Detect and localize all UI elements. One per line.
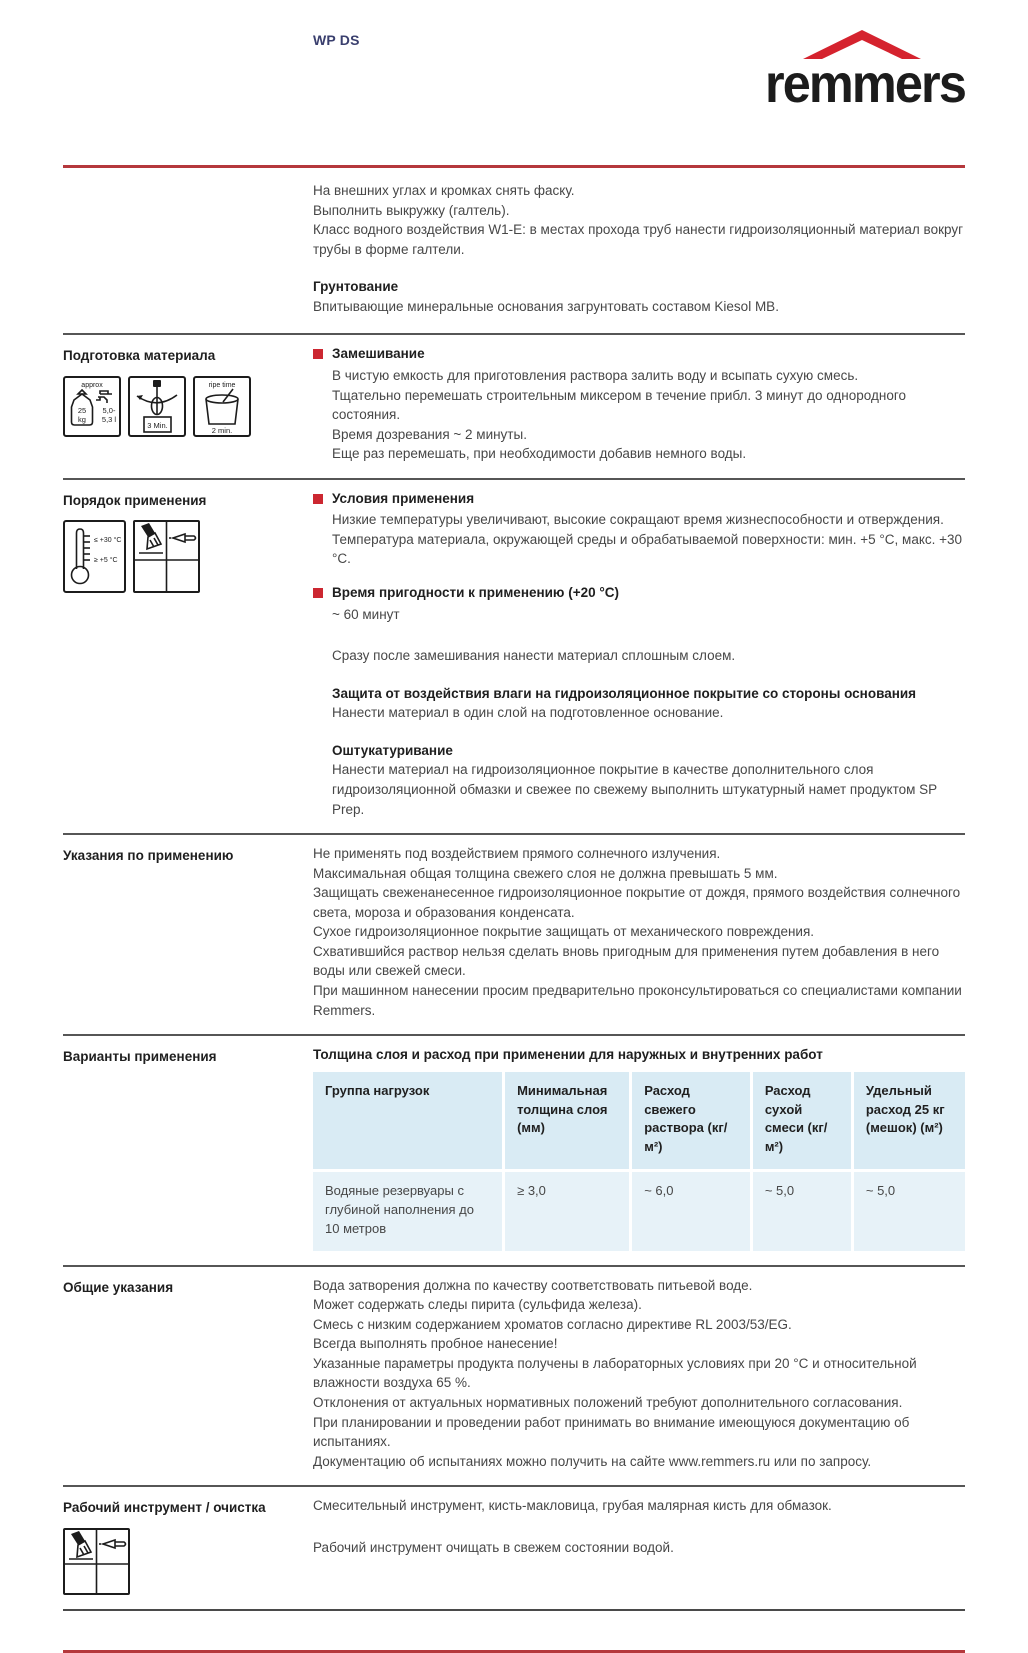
protection-body: Нанести материал в один слой на подготовленное основание. xyxy=(332,705,724,721)
potlife-heading: Время пригодности к применению (+20 °C) xyxy=(313,583,965,603)
cell-min-thickness: ≥ 3,0 xyxy=(502,1172,629,1251)
intro-line: На внешних углах и кромках снять фаску. xyxy=(313,183,575,198)
col-header: Расход свежего раствора (кг/м²) xyxy=(629,1072,750,1172)
logo-wordmark: remmers xyxy=(765,54,965,108)
general-line: При планировании и проведении работ принимать во внимание имеющуюся документацию об испытаниях. xyxy=(313,1414,910,1450)
intro-line: Выполнить выкружку (галтель). xyxy=(313,202,510,218)
section-title: Общие указания xyxy=(63,1279,174,1295)
apply-note: Сразу после замешивания нанести материал сплошным слоем. xyxy=(332,648,736,664)
red-square-bullet-icon xyxy=(313,588,323,598)
svg-text:kg: kg xyxy=(78,414,86,424)
mixing-line: В чистую емкость для приготовления раствора залить воду и всыпать сухую смесь. xyxy=(332,367,859,383)
footer-divider xyxy=(63,1609,965,1611)
general-line: Может содержать следы пирита (сульфида железа). xyxy=(313,1297,642,1313)
cell-load-group: Водяные резервуары с глубиной наполнения до 10 метров xyxy=(313,1172,502,1251)
mixing-line: Еще раз перемешать, при необходимости добавив немного воды. xyxy=(332,446,747,462)
mixing-heading: Замешивание xyxy=(313,344,965,364)
mixing-ratio-icon xyxy=(63,376,121,437)
plastering-subhead: Оштукатуривание xyxy=(332,742,453,758)
general-line: Смесь с низким содержанием хроматов согласно директиве RL 2003/53/EG. xyxy=(313,1316,792,1332)
section-application-order xyxy=(63,478,965,833)
svg-text:5,0-: 5,0- xyxy=(102,405,116,415)
mixer-icon xyxy=(128,376,186,437)
svg-text:5,3 l: 5,3 l xyxy=(101,414,117,424)
svg-text:≥ +5 °C: ≥ +5 °C xyxy=(94,557,118,565)
col-header: Минимальная толщина слоя (мм) xyxy=(502,1072,629,1172)
plastering-body: Нанести материал на гидроизоляционное покрытие в качестве дополнительного слоя гидроизоляционной обмазки и свежее по свежему выполнить штукатурный намет продуктом SP Prep. xyxy=(332,762,937,817)
section-title: Порядок применения xyxy=(63,492,207,508)
section-title: Подготовка материала xyxy=(63,348,216,364)
usage-line: Защищать свеженанесенное гидроизоляционное покрытие от дождя, прямого воздействия солнечного света, мороза и образования конденсата. xyxy=(313,885,961,920)
section-variants xyxy=(63,1034,965,1264)
usage-line: Схватившийся раствор нельзя сделать вновь пригодным для применения путем добавления в него воды или свежей смеси. xyxy=(313,943,940,979)
cell-yield: ~ 5,0 xyxy=(851,1172,965,1251)
application-icons xyxy=(63,520,313,593)
product-code: WP DS xyxy=(313,32,360,48)
conditions-heading: Условия применения xyxy=(313,489,965,509)
remmers-logo xyxy=(765,26,965,108)
section-title: Рабочий инструмент / очистка xyxy=(63,1500,266,1516)
red-square-bullet-icon xyxy=(313,494,323,504)
svg-text:25: 25 xyxy=(77,405,87,415)
red-square-bullet-icon xyxy=(313,349,323,359)
svg-text:approx: approx xyxy=(81,381,103,389)
svg-text:2 min.: 2 min. xyxy=(211,425,233,435)
col-header: Расход сухой смеси (кг/м²) xyxy=(750,1072,851,1172)
brush-trowel-icon xyxy=(133,520,200,593)
section-usage-notes xyxy=(63,833,965,1034)
usage-line: Сухое гидроизоляционное покрытие защищать от механического повреждения. xyxy=(313,924,815,940)
maturing-time-icon xyxy=(193,376,251,437)
conditions-line: Температура материала, окружающей среды и обрабатываемой поверхности: мин. +5 °C, макс. +30 °C. xyxy=(332,531,963,567)
protection-subhead: Защита от воздействия влаги на гидроизоляционное покрытие со стороны основания xyxy=(332,685,917,701)
svg-text:≤ +30 °C: ≤ +30 °C xyxy=(94,537,122,545)
section-intro xyxy=(63,168,965,333)
col-header: Группа нагрузок xyxy=(313,1072,502,1172)
usage-line: Максимальная общая толщина свежего слоя не должна превышать 5 мм. xyxy=(313,865,778,881)
page-header xyxy=(63,0,965,168)
general-line: Указанные параметры продукта получены в лабораторных условиях при 20 °C и относительной влажности воздуха 65 %. xyxy=(313,1355,917,1391)
potlife-value: ~ 60 минут xyxy=(332,606,400,622)
footer-red-rule xyxy=(63,1650,965,1653)
tools-line: Смесительный инструмент, кисть-макловица, грубая малярная кисть для обмазок. xyxy=(313,1498,832,1514)
usage-line: При машинном нанесении просим предварительно проконсультироваться со специалистами компании Remmers. xyxy=(313,983,962,1018)
priming-body: Впитывающие минеральные основания загрунтовать составом Kiesol MB. xyxy=(313,298,779,314)
section-title: Указания по применению xyxy=(63,848,234,864)
cell-dry-mix: ~ 5,0 xyxy=(750,1172,851,1251)
general-line: Документацию об испытаниях можно получить на сайте www.remmers.ru или по запросу. xyxy=(313,1453,872,1469)
section-preparation xyxy=(63,333,965,477)
mixing-line: Тщательно перемешать строительным миксером в течение прибл. 3 минут до однородного состояния. xyxy=(332,387,906,423)
table-header-row xyxy=(313,1072,965,1172)
general-line: Вода затворения должна по качеству соответствовать питьевой воде. xyxy=(313,1277,753,1293)
consumption-table xyxy=(313,1072,965,1251)
cleaning-line: Рабочий инструмент очищать в свежем состоянии водой. xyxy=(313,1539,674,1555)
section-general-notes xyxy=(63,1265,965,1486)
table-row xyxy=(313,1172,965,1251)
usage-line: Не применять под воздействием прямого солнечного излучения. xyxy=(313,846,721,862)
temperature-range-icon xyxy=(63,520,126,593)
preparation-icons xyxy=(63,376,313,437)
cell-fresh-mortar: ~ 6,0 xyxy=(629,1172,750,1251)
priming-subhead: Грунтование xyxy=(313,279,399,295)
general-line: Отклонения от актуальных нормативных положений требуют дополнительного согласования. xyxy=(313,1394,903,1410)
general-line: Всегда выполнять пробное нанесение! xyxy=(313,1336,558,1352)
svg-text:3 Min.: 3 Min. xyxy=(147,420,168,430)
intro-line: Класс водного воздействия W1-E: в местах прохода труб нанести гидроизоляционный материал вокруг трубы в форме галтели. xyxy=(313,222,964,257)
section-tools-cleaning xyxy=(63,1485,965,1609)
col-header: Удельный расход 25 кг (мешок) (м²) xyxy=(851,1072,965,1172)
svg-text:ripe time: ripe time xyxy=(208,381,236,389)
conditions-line: Низкие температуры увеличивают, высокие сокращают время жизнеспособности и отверждения. xyxy=(332,512,944,528)
mixing-line: Время дозревания ~ 2 минуты. xyxy=(332,426,527,442)
brush-trowel-icon xyxy=(63,1528,130,1595)
consumption-table-title: Толщина слоя и расход при применении для наружных и внутренних работ xyxy=(313,1047,823,1063)
section-title: Варианты применения xyxy=(63,1049,217,1065)
